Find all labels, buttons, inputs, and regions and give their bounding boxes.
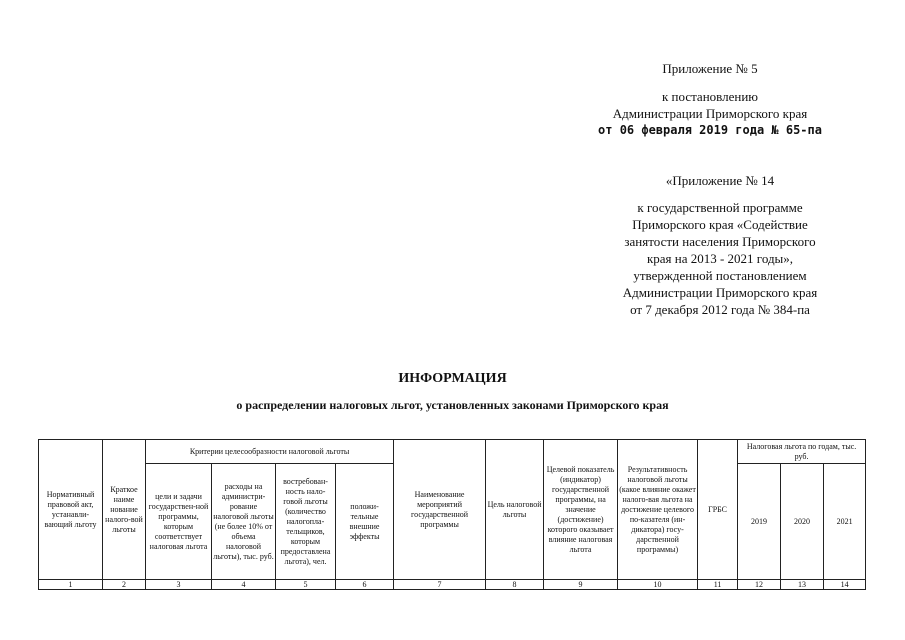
appendix-14-line: Приморского края «Содействие	[632, 217, 808, 232]
appendix-14-line: к государственной программе	[637, 200, 803, 215]
appendix-14-block	[570, 172, 870, 318]
appendix-5-decree-line: к постановлению	[661, 89, 759, 104]
page-title: ИНФОРМАЦИЯ	[398, 371, 507, 386]
header-year-2020: 2020	[781, 464, 824, 580]
header-effectiveness: Результативность налоговой льготы (какое влияние окажет налого-вая льгота на достижение целевого по-казателя (ин-дикатора) госу-дарственной программы)	[618, 440, 698, 580]
header-external-effects: положи-тельные внешние эффекты	[336, 464, 394, 580]
column-number: 6	[336, 580, 394, 590]
header-grbs: ГРБС	[698, 440, 738, 580]
appendix-14-title: «Приложение № 14	[665, 173, 775, 188]
header-years-group: Налоговая льгота по годам, тыс. руб.	[738, 440, 866, 464]
column-number: 4	[212, 580, 276, 590]
column-number: 8	[486, 580, 544, 590]
appendix-5-administration-line: Администрации Приморского края	[612, 106, 808, 121]
header-admin-costs: расходы на администри-рование налоговой льготы (не более 10% от объема налоговой льготы), тыс. руб.	[212, 464, 276, 580]
header-criteria-group: Критерии целесообразности налоговой льготы	[146, 440, 394, 464]
appendix-5-date-stamp: от 06 февраля 2019 года № 65-па	[598, 123, 822, 137]
header-year-2021: 2021	[824, 464, 866, 580]
appendix-5-title: Приложение № 5	[662, 61, 758, 76]
column-number: 10	[618, 580, 698, 590]
page-subtitle: о распределении налоговых льгот, установленных законами Приморского края	[236, 398, 669, 412]
header-benefit-name: Краткое наиме нование налого-вой льготы	[103, 440, 146, 580]
column-number: 11	[698, 580, 738, 590]
header-normative-act: Нормативный правовой акт, устанавли-вающий льготу	[39, 440, 103, 580]
tax-benefits-table	[38, 439, 866, 590]
column-number: 13	[781, 580, 824, 590]
appendix-14-line: Администрации Приморского края	[622, 285, 818, 300]
appendix-14-line: утвержденной постановлением	[633, 268, 807, 283]
column-number: 3	[146, 580, 212, 590]
appendix-5-block	[560, 60, 860, 139]
header-target-indicator: Целевой показатель (индикатор) государственной программы, на значение (достижение) которого оказывает влияние налоговая льгота	[544, 440, 618, 580]
header-year-2019: 2019	[738, 464, 781, 580]
header-program-goals: цели и задачи государствен-ной программы, которым соответствует налоговая льгота	[146, 464, 212, 580]
appendix-14-line: края на 2013 - 2021 годы»,	[646, 251, 794, 266]
column-number: 7	[394, 580, 486, 590]
header-benefit-goal: Цель налоговой льготы	[486, 440, 544, 580]
column-number: 2	[103, 580, 146, 590]
header-demand: востребован-ность нало-говой льготы (количество налогопла-тельщиков, которым предоставлена льгота), чел.	[276, 464, 336, 580]
column-number: 5	[276, 580, 336, 590]
column-number: 9	[544, 580, 618, 590]
column-number: 12	[738, 580, 781, 590]
column-number: 14	[824, 580, 866, 590]
header-program-activities: Наименование мероприятий государственной программы	[394, 440, 486, 580]
appendix-14-line: занятости населения Приморского	[624, 234, 816, 249]
column-number: 1	[39, 580, 103, 590]
appendix-14-line: от 7 декабря 2012 года № 384-па	[630, 302, 810, 317]
